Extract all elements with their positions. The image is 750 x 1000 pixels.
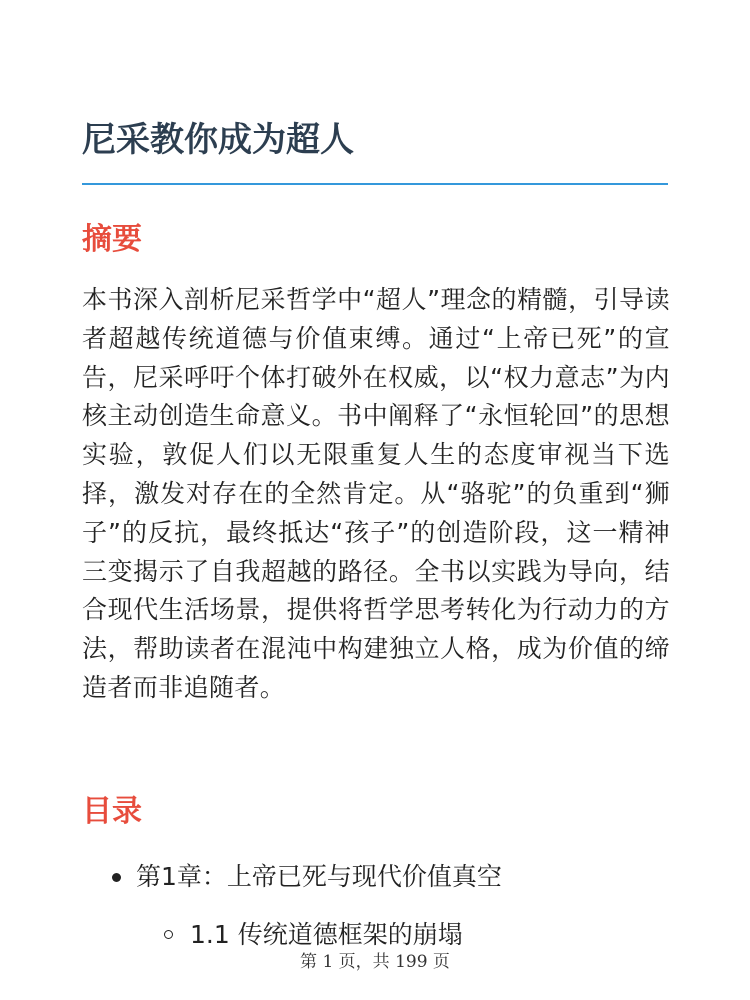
- abstract-heading: 摘要: [82, 222, 142, 257]
- toc-list: [82, 855, 670, 957]
- title-divider: [82, 183, 668, 185]
- bullet-disc-icon: [112, 873, 121, 882]
- toc-item-label: 1.1 传统道德框架的崩塌: [190, 920, 463, 949]
- abstract-paragraph: 本书深入剖析尼采哲学中“超人”理念的精髓，引导读者超越传统道德与价值束缚。通过“上帝已死”的宣告，尼采呼吁个体打破外在权威，以“权力意志”为内核主动创造生命意义。书中阐释了“永恒轮回”的思想实验，敦促人们以无限重复人生的态度审视当下选择，激发对存在的全然肯定。从“骆驼”的负重到“狮子”的反抗，最终抵达“孩子”的创造阶段，这一精神三变揭示了自我超越的路径。全书以实践为导向，结合现代生活场景，提供将哲学思考转化为行动力的方法，帮助读者在混沌中构建独立人格，成为价值的缔造者而非追随者。: [82, 285, 670, 702]
- bullet-circle-icon: [164, 930, 173, 939]
- toc-item-chapter-1[interactable]: [82, 855, 670, 899]
- toc-item-label: 第1章：上帝已死与现代价值真空: [136, 862, 502, 891]
- toc-heading: 目录: [82, 794, 142, 829]
- page-number-footer: 第 1 页，共 199 页: [0, 950, 750, 974]
- document-title: 尼采教你成为超人: [82, 120, 354, 160]
